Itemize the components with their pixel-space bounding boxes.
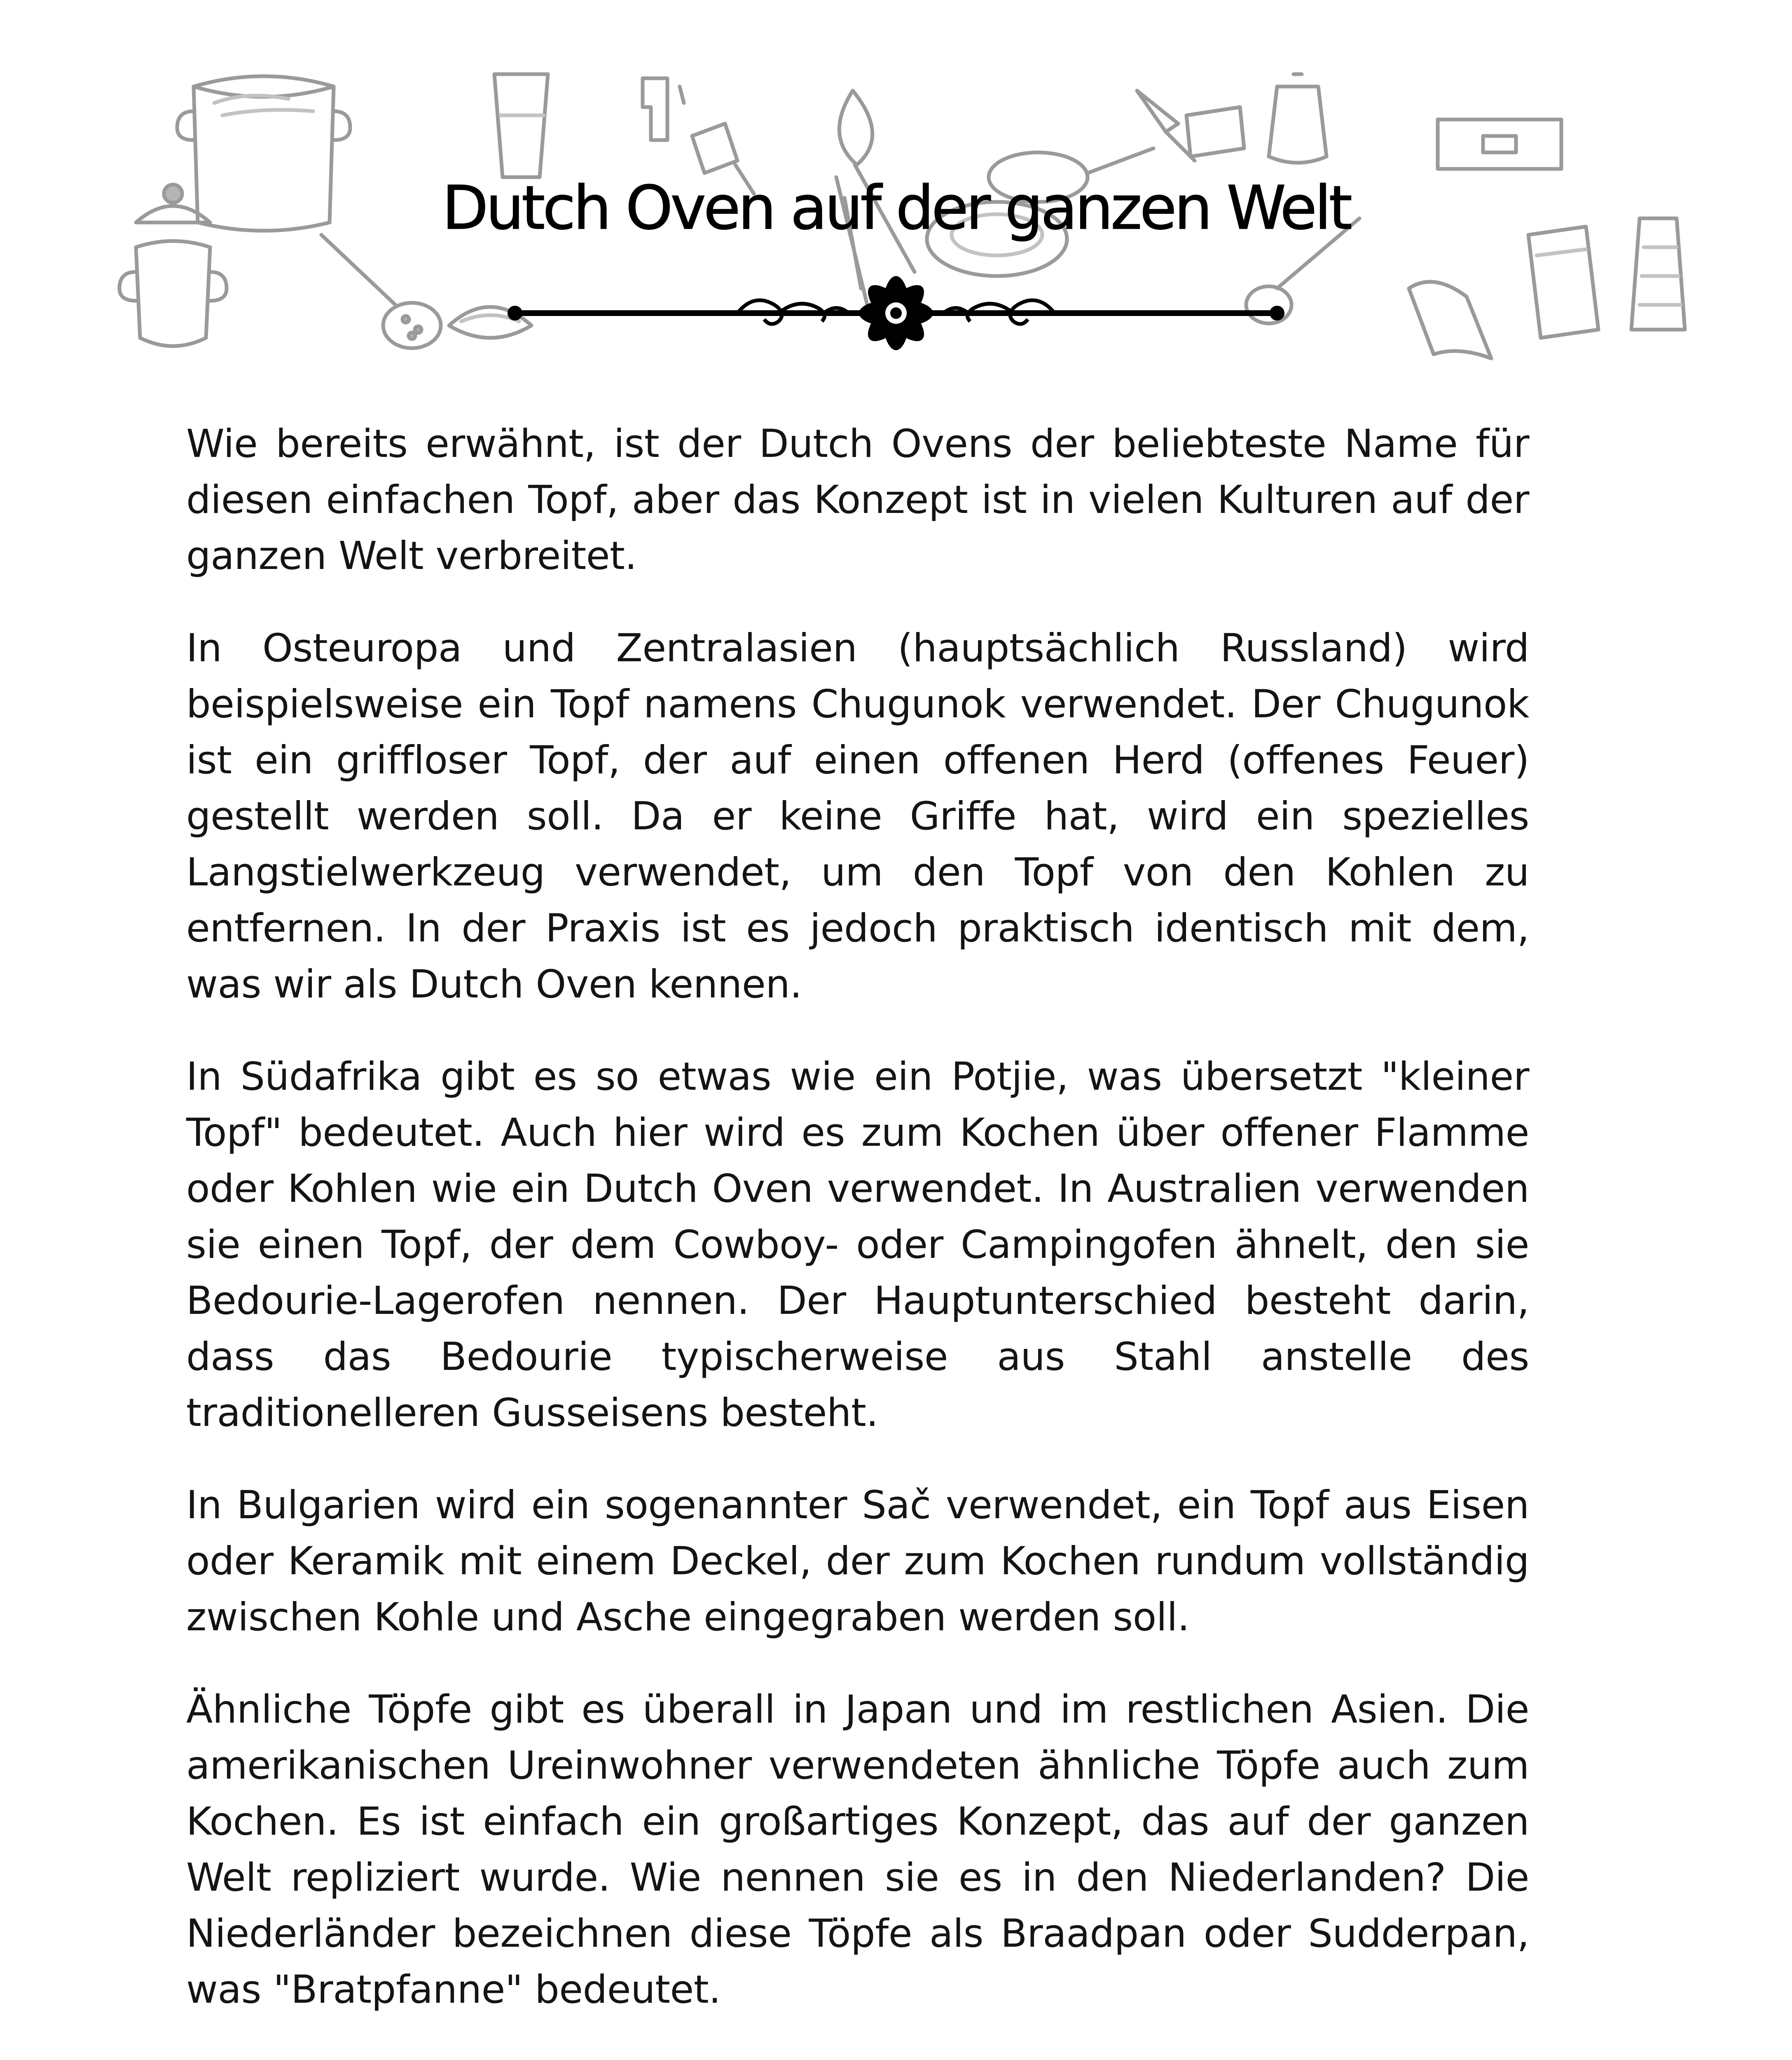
article-body	[186, 416, 1529, 2054]
page-title: Dutch Oven auf der ganzen Welt	[442, 173, 1350, 243]
flourish-divider-icon	[507, 268, 1285, 350]
paragraph: Wie bereits erwähnt, ist der Dutch Ovens der beliebteste Name für diesen einfachen Topf, aber das Konzept ist in vielen Kulturen auf der ganzen Welt verbreitet.	[186, 421, 1529, 578]
paragraph: In Bulgarien wird ein sogenannter Sač verwendet, ein Topf aus Eisen oder Keramik mit einem Deckel, der zum Kochen rundum vollständig zwischen Kohle und Asche eingegraben werden soll.	[186, 1483, 1529, 1640]
parchment-icon	[1409, 282, 1491, 358]
paragraph: Ähnliche Töpfe gibt es überall in Japan und im restlichen Asien. Die amerikanischen Ureinwohner verwendeten ähnliche Töpfe auch zum Kochen. Es ist einfach ein großartiges Konzept, das auf der ganzen Welt repliziert wurde. Wie nennen sie es in den Niederlanden? Die Niederländer bezeichnen diese Töpfe als Braadpan oder Sudderpan, was "Bratpfanne" bedeutet.	[186, 1687, 1529, 2012]
cutting-board-icon	[1186, 107, 1244, 157]
pitcher-icon	[1269, 74, 1326, 163]
glass-icon	[494, 74, 548, 177]
knife-icon	[1137, 91, 1195, 161]
calculator-icon	[1528, 227, 1598, 338]
paragraph: In Osteuropa und Zentralasien (hauptsächlich Russland) wird beispielsweise ein Topf namens Chugunok verwendet. Der Chugunok ist ein griffloser Topf, der auf einen offenen Herd (offenes Feuer) gestellt werden soll. Da er keine Griffe hat, wird ein spezielles Langstielwerkzeug verwendet, um den Topf von den Kohlen zu entfernen. In der Praxis ist es jedoch praktisch identisch mit dem, was wir als Dutch Oven kennen.	[186, 626, 1529, 1007]
paragraph: In Südafrika gibt es so etwas wie ein Potjie, was übersetzt "kleiner Topf" bedeutet. Auch hier wird es zum Kochen über offener Flamme oder Kohlen wie ein Dutch Oven verwendet. In Australien verwenden sie einen Topf, der dem Cowboy- oder Campingofen ähnelt, den sie Bedourie-Lagerofen nennen. Der Hauptunterschied besteht darin, dass das Bedourie typischerweise aus Stahl anstelle des traditionelleren Gusseisens besteht.	[186, 1054, 1529, 1435]
faucet-icon	[643, 78, 684, 140]
baking-ring-icon	[1438, 119, 1561, 169]
skimmer-ladle-icon	[321, 235, 441, 348]
